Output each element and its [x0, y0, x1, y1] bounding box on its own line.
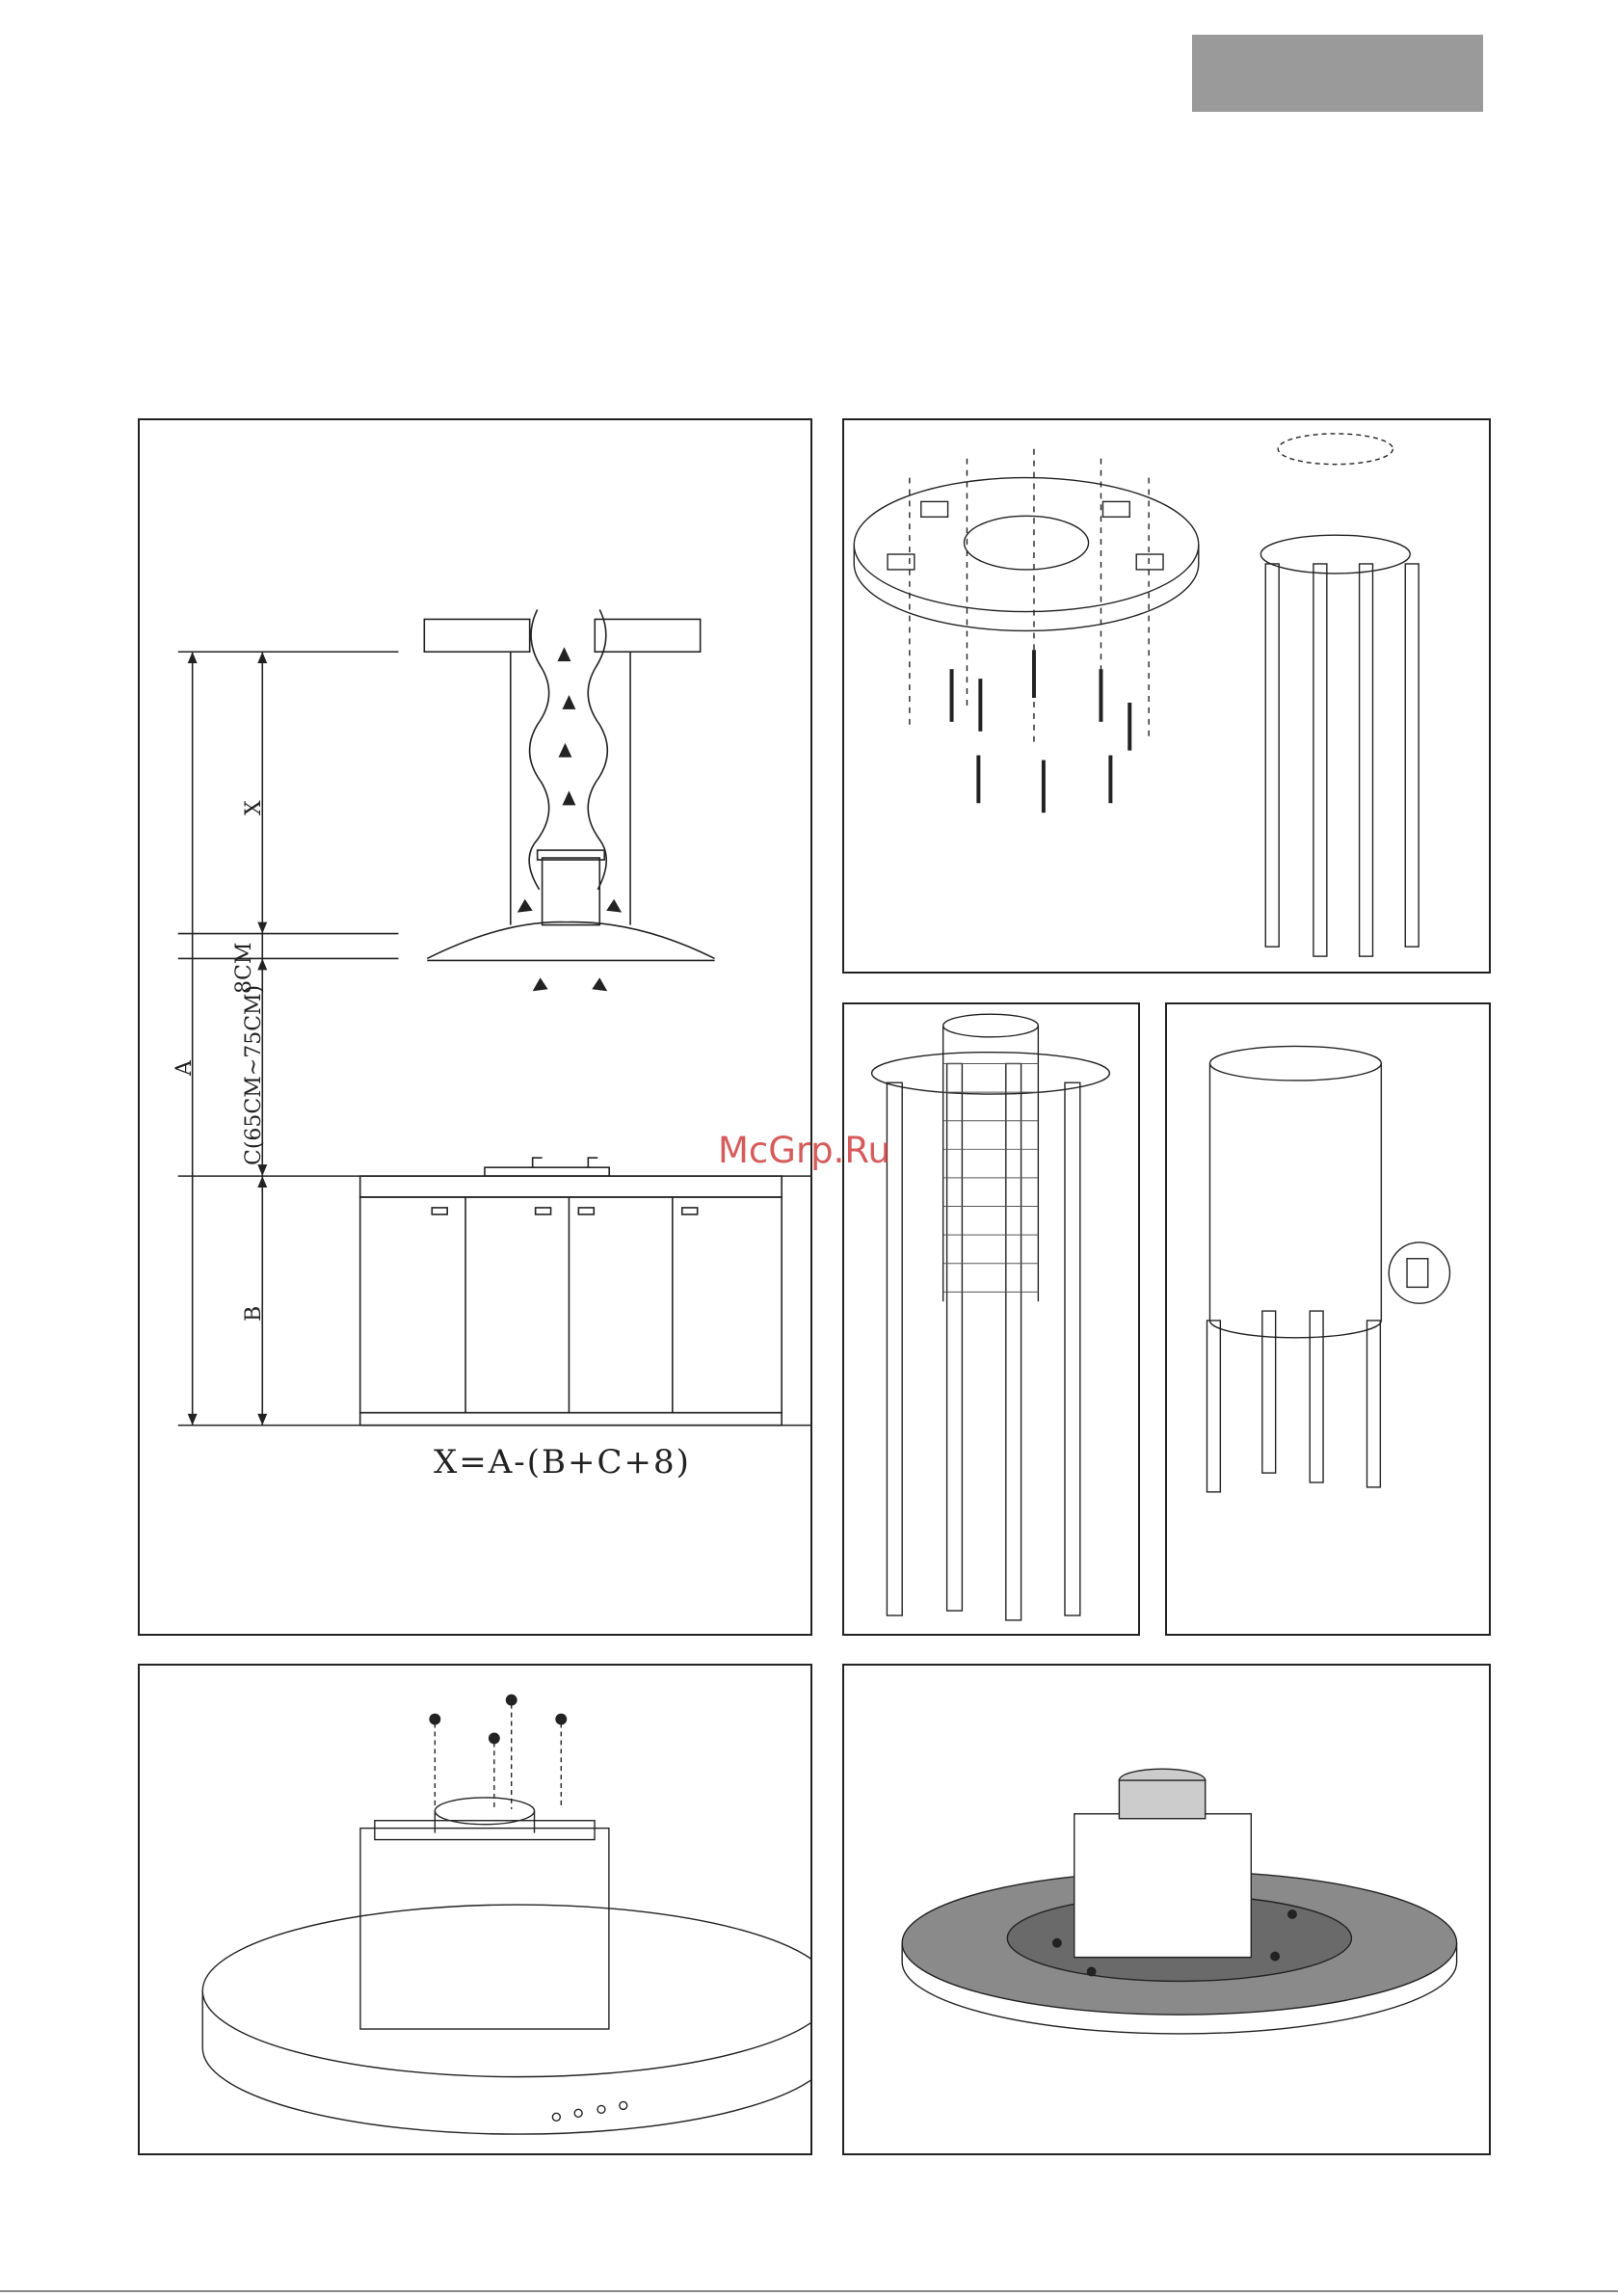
- bottom-rule: [0, 2290, 1618, 2292]
- label-x: X: [242, 800, 266, 815]
- decorative-ring-illustration: [844, 1666, 1489, 2153]
- ceiling-slab-right: [595, 619, 700, 652]
- panel-chimney-cover: [1165, 1002, 1491, 1636]
- ceiling-slab-left: [424, 619, 529, 652]
- label-c: C(65CM~75CM): [242, 984, 266, 1165]
- header-box: [1192, 35, 1483, 112]
- panel-decorative-ring: [842, 1664, 1491, 2155]
- panel-duct-brackets: [842, 1002, 1140, 1636]
- label-gap: 8CM: [232, 942, 256, 994]
- duct-brackets-illustration: [844, 1004, 1138, 1634]
- label-b: B: [242, 1305, 266, 1322]
- panel-motor-box: [138, 1664, 812, 2155]
- formula: X=A-(B+C+8): [434, 1443, 691, 1482]
- chimney-cover-illustration: [1167, 1004, 1489, 1634]
- label-a: A: [172, 1060, 197, 1076]
- watermark: McGrp.Ru: [718, 1130, 890, 1171]
- panel-mounting-plate: [842, 418, 1491, 974]
- mounting-plate-illustration: [844, 420, 1489, 972]
- motor-box-illustration: [140, 1666, 810, 2153]
